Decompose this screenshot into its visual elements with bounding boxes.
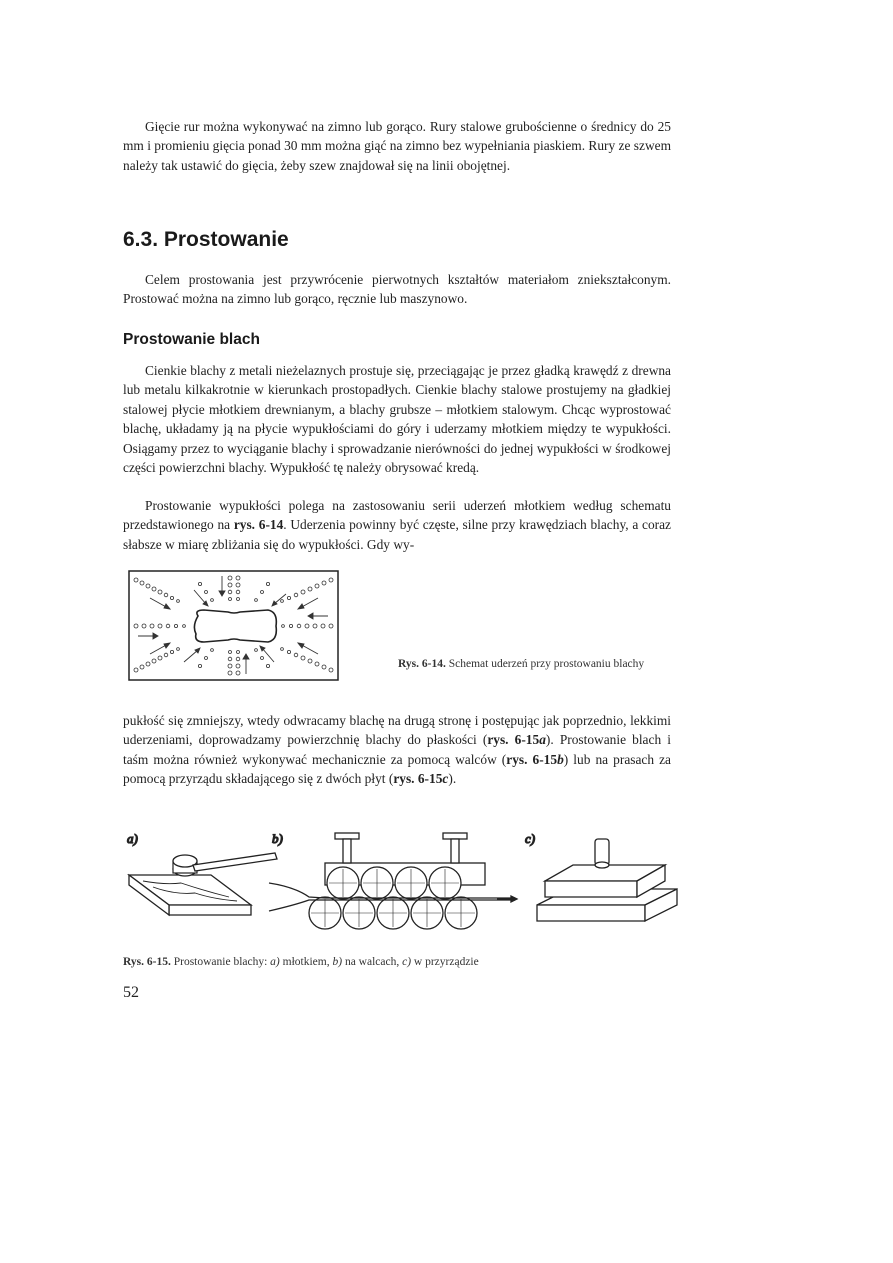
paragraph-pipe-bending: Gięcie rur można wykonywać na zimno lub gorąco. Rury stalowe grubościenne o średnicy do 25 mm i promieniu gięcia ponad 30 mm można giąć na zimno bez wypełniania piaskiem. Rury ze szwem należy tak ustawić do gięcia, żeby szew znajdował się na linii obojętnej. xyxy=(123,119,671,173)
section-title: 6.3. Prostowanie xyxy=(123,228,289,251)
figure-6-14-caption: Rys. 6-14. Schemat uderzeń przy prostowaniu blachy xyxy=(398,658,645,670)
figure-6-15-caption: Rys. 6-15. Prostowanie blachy: a) młotkiem, b) na walcach, c) w przyrządzie xyxy=(123,956,479,968)
paragraph-straightening-intro: Celem prostowania jest przywrócenie pierwotnych kształtów materiałom zniekształconym. Prostować można na zimno lub gorąco, ręcznie lub maszynowo. xyxy=(123,272,671,307)
figure-sheet-straightening-methods xyxy=(125,825,685,943)
page-number: 52 xyxy=(123,984,139,1001)
svg-text:a): a) xyxy=(127,831,138,846)
paragraph-sheet-straightening: Cienkie blachy z metali nieżelaznych prostuje się, przeciągając je przez gładką krawędź z drewna lub metalu kilkakrotnie w kierunkach prostopadłych. Cienkie blachy stalowe prostujemy na gładkiej stalowej płycie młotkiem drewnianym, a blachy grubsze – młotkiem stalowym. Chcąc wyprostować blachę, układamy ją na płycie wypukłościami do góry i uderzamy młotkiem między te wypukłości. Osiągamy przez to wyciąganie blachy i sprowadzanie nierówności do jednej wypukłości w środkowej części powierzchni blachy. Wypukłość tę należy obrysować kredą. xyxy=(123,363,671,476)
svg-text:b): b) xyxy=(272,831,283,846)
subfigure-b-rollers xyxy=(269,831,517,929)
paragraph-bulge-straightening: Prostowanie wypukłości polega na zastosowaniu serii uderzeń młotkiem według schematu przedstawionego na rys. 6-14. Uderzenia powinny być częste, silne przy krawędziach blachy, a coraz słabsze w miarę zbliżania się do wypukłości. Gdy wy- xyxy=(123,498,671,552)
subsection-title: Prostowanie blach xyxy=(123,331,260,348)
svg-text:c): c) xyxy=(525,831,536,846)
paragraph-mechanical-straightening: pukłość się zmniejszy, wtedy odwracamy blachę na drugą stronę i postępując jak poprzednio, lekkimi uderzeniami, doprowadzamy powierzchnię blachy do płaskości (rys. 6-15a). Prostowanie blach i taśm można również wykonywać mechanicznie za pomocą walców (rys. 6-15b) lub na prasach za pomocą przyrządu składającego się z dwóch płyt (rys. 6-15c). xyxy=(123,713,672,787)
figure-hammer-blow-scheme xyxy=(128,570,340,682)
subfigure-a-hammer xyxy=(127,831,277,915)
figure-reference: rys. 6-14 xyxy=(233,517,284,533)
subfigure-c-press xyxy=(525,831,677,921)
